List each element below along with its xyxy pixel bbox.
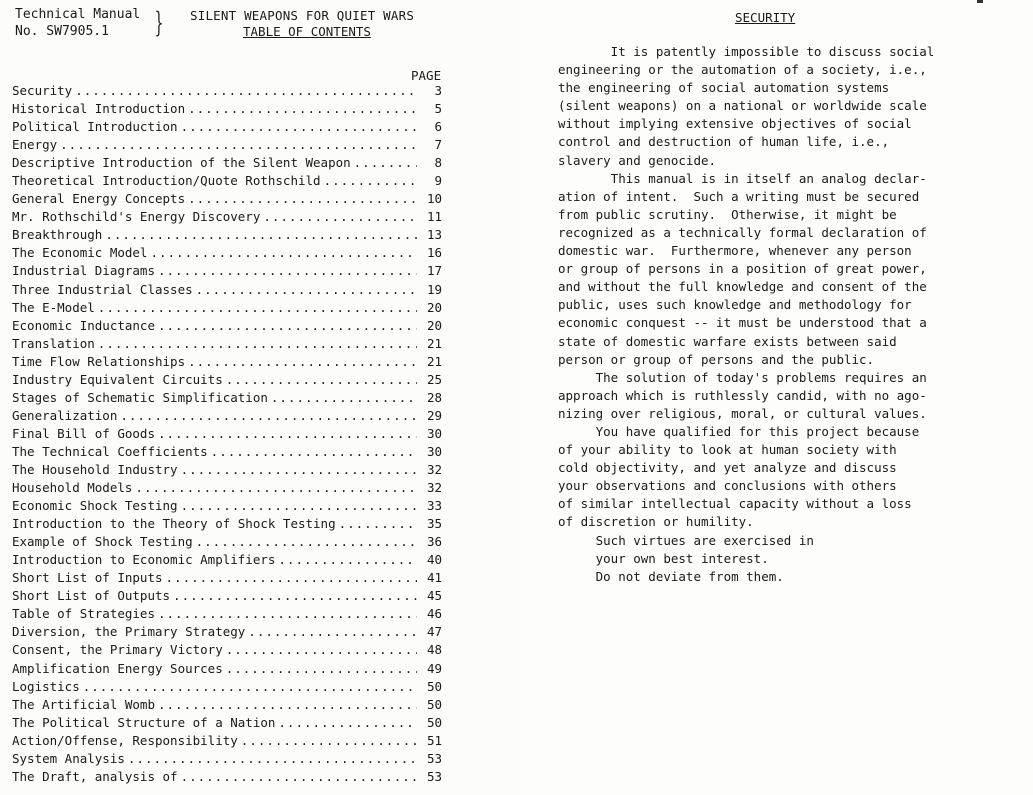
body-line: without implying extensive objectives of social — [558, 116, 912, 132]
body-line: The solution of today's problems requires an — [558, 369, 927, 385]
toc-dot-leader — [226, 661, 417, 676]
body-line: your own best interest. — [558, 550, 769, 566]
toc-entry — [12, 282, 442, 300]
toc-entry-page: 50 — [426, 696, 442, 712]
body-line: approach which is ruthlessly candid, with no ago- — [558, 387, 927, 403]
toc-dot-leader — [158, 426, 417, 441]
toc-dot-leader — [173, 588, 417, 603]
toc-entry-title: Amplification Energy Sources — [12, 660, 223, 676]
toc-entry-page: 21 — [426, 335, 442, 351]
toc-entry-page: 11 — [426, 209, 442, 225]
toc-entry — [12, 119, 442, 137]
toc-entry-page: 19 — [426, 281, 442, 297]
body-line: from public scrutiny. Otherwise, it might be — [558, 206, 897, 222]
toc-entry-title: The Technical Coefficients — [12, 443, 208, 459]
toc-dot-leader — [241, 733, 417, 748]
toc-entry — [12, 534, 442, 552]
toc-entry-title: Generalization — [12, 407, 118, 423]
toc-entry-title: Consent, the Primary Victory — [12, 642, 223, 658]
toc-entry-page: 49 — [426, 660, 442, 676]
body-line: ation of intent. Such a writing must be secured — [558, 188, 920, 204]
toc-entry-title: Translation — [12, 335, 95, 351]
body-line: of similar intellectual capacity without a loss — [558, 496, 912, 512]
toc-dot-leader — [158, 318, 417, 333]
toc-entry-title: The E-Model — [12, 299, 95, 315]
toc-entry-title: Introduction to Economic Amplifiers — [12, 552, 276, 568]
toc-entry-title: The Household Industry — [12, 461, 178, 477]
toc-dot-leader — [98, 336, 417, 351]
toc-dot-leader — [271, 390, 417, 405]
toc-dot-leader — [181, 769, 417, 784]
body-line: Do not deviate from them. — [558, 568, 784, 584]
body-line: domestic war. Furthermore, whenever any person — [558, 243, 912, 259]
body-line: slavery and genocide. — [558, 152, 717, 168]
toc-entry-title: Table of Strategies — [12, 606, 155, 622]
toc-dot-leader — [181, 498, 417, 513]
body-line: This manual is in itself an analog declar- — [558, 170, 927, 186]
toc-entry — [12, 336, 442, 354]
toc-entry — [12, 697, 442, 715]
toc-entry-page: 36 — [426, 534, 442, 550]
toc-entry-title: System Analysis — [12, 750, 125, 766]
toc-entry-page: 30 — [426, 443, 442, 459]
toc-entry-page: 17 — [426, 263, 442, 279]
body-line: nizing over religious, moral, or cultural values. — [558, 405, 927, 421]
body-line: (silent weapons) on a national or worldwide scale — [558, 98, 927, 114]
toc-entry — [12, 552, 442, 570]
toc-entry-title: Political Introduction — [12, 119, 178, 135]
toc-entry — [12, 606, 442, 624]
body-line: and without the full knowledge and consent of the — [558, 279, 927, 295]
toc-entry-page: 51 — [426, 732, 442, 748]
toc-entry — [12, 769, 442, 787]
toc-entry-title: Three Industrial Classes — [12, 281, 193, 297]
toc-dot-leader — [158, 697, 417, 712]
toc-entry — [12, 209, 442, 227]
toc-entry-title: Short List of Inputs — [12, 570, 163, 586]
section-heading: SECURITY — [735, 10, 796, 25]
toc-entry — [12, 300, 442, 318]
page-column-label: PAGE — [411, 68, 442, 83]
toc-dot-leader — [166, 570, 417, 585]
toc-dot-leader — [354, 155, 417, 170]
toc-entry — [12, 263, 442, 281]
toc-entry-page: 9 — [434, 173, 442, 189]
toc-dot-leader — [248, 624, 417, 639]
toc-entry — [12, 245, 442, 263]
body-line: state of domestic warfare exists between said — [558, 333, 897, 349]
toc-dot-leader — [60, 137, 417, 152]
body-line: economic conquest -- it must be understood that a — [558, 315, 927, 331]
toc-entry-title: Descriptive Introduction of the Silent Weapon — [12, 155, 351, 171]
toc-entry-title: Energy — [12, 137, 58, 153]
toc-entry-page: 32 — [426, 461, 442, 477]
toc-entry — [12, 642, 442, 660]
scan-mark — [977, 0, 983, 3]
toc-entry — [12, 715, 442, 733]
toc-entry-page: 50 — [426, 714, 442, 730]
toc-entry — [12, 498, 442, 516]
toc-entry — [12, 588, 442, 606]
manual-line-1: Technical Manual — [15, 7, 141, 22]
toc-entry-title: Time Flow Relationships — [12, 353, 186, 369]
toc-entry-title: Introduction to the Theory of Shock Testing — [12, 516, 336, 532]
toc-entry-title: The Political Structure of a Nation — [12, 714, 276, 730]
toc-dot-leader — [188, 101, 417, 116]
toc-entry — [12, 101, 442, 119]
toc-entry-page: 3 — [434, 83, 442, 98]
toc-dot-leader — [128, 751, 417, 766]
toc-entry-title: Historical Introduction — [12, 101, 186, 117]
toc-dot-leader — [226, 642, 417, 657]
toc-entry-page: 13 — [426, 227, 442, 243]
toc-entry-page: 20 — [426, 299, 442, 315]
toc-entry-page: 7 — [434, 137, 442, 153]
toc-dot-leader — [181, 462, 417, 477]
body-line: Such virtues are exercised in — [558, 532, 814, 548]
toc-entry — [12, 408, 442, 426]
toc-entry — [12, 516, 442, 534]
document-title: SILENT WEAPONS FOR QUIET WARS — [190, 8, 415, 23]
toc-entry — [12, 462, 442, 480]
toc-entry-title: Short List of Outputs — [12, 588, 171, 604]
toc-entry — [12, 227, 442, 245]
toc-dot-leader — [263, 209, 417, 224]
toc-entry-page: 30 — [426, 425, 442, 441]
toc-entry-page: 53 — [426, 750, 442, 766]
toc-entry-title: Economic Shock Testing — [12, 498, 178, 514]
toc-entry-page: 45 — [426, 588, 442, 604]
body-line: cold objectivity, and yet analyze and discuss — [558, 460, 897, 476]
toc-entry — [12, 137, 442, 155]
toc-entry-page: 21 — [426, 353, 442, 369]
toc-dot-leader — [120, 408, 417, 423]
body-line: your observations and conclusions with others — [558, 478, 897, 494]
toc-entry-page: 6 — [434, 119, 442, 135]
toc-entry-page: 16 — [426, 245, 442, 261]
right-page — [520, 0, 1033, 795]
body-line: of your ability to look at human society with — [558, 442, 897, 458]
toc-dot-leader — [196, 282, 417, 297]
toc-entry — [12, 480, 442, 498]
toc-entry-page: 32 — [426, 480, 442, 496]
body-line: the engineering of social automation systems — [558, 80, 890, 96]
body-line: control and destruction of human life, i.e., — [558, 134, 890, 150]
body-line: of discretion or humility. — [558, 514, 754, 530]
toc-entry-title: Theoretical Introduction/Quote Rothschild — [12, 173, 321, 189]
body-line: recognized as a technically formal declaration of — [558, 224, 927, 240]
toc-entry-page: 33 — [426, 498, 442, 514]
toc-entry-title: Logistics — [12, 678, 80, 694]
toc-entry-title: The Economic Model — [12, 245, 148, 261]
toc-entry — [12, 318, 442, 336]
toc-dot-leader — [324, 173, 417, 188]
toc-entry-page: 5 — [434, 101, 442, 117]
toc-entry-page: 47 — [426, 624, 442, 640]
toc-entry-title: Final Bill of Goods — [12, 425, 155, 441]
toc-entry-title: Security — [12, 83, 73, 98]
toc-dot-leader — [150, 245, 417, 260]
toc-entry — [12, 426, 442, 444]
toc-entry-title: Example of Shock Testing — [12, 534, 193, 550]
toc-entry — [12, 661, 442, 679]
toc-entry-title: Industrial Diagrams — [12, 263, 155, 279]
toc-entry-page: 48 — [426, 642, 442, 658]
toc-dot-leader — [339, 516, 417, 531]
body-line: public, uses such knowledge and methodology for — [558, 297, 912, 313]
toc-entry-title: Household Models — [12, 480, 133, 496]
toc-dot-leader — [196, 534, 417, 549]
toc-entry-page: 29 — [426, 407, 442, 423]
toc-dot-leader — [181, 119, 417, 134]
toc-dot-leader — [278, 552, 417, 567]
toc-entry — [12, 354, 442, 372]
body-line: person or group of persons and the public. — [558, 351, 875, 367]
toc-dot-leader — [158, 606, 417, 621]
security-body-text — [558, 43, 1028, 586]
table-of-contents — [12, 83, 442, 787]
toc-dot-leader — [83, 679, 417, 694]
toc-entry-title: The Artificial Womb — [12, 696, 155, 712]
toc-entry — [12, 390, 442, 408]
toc-entry-title: Stages of Schematic Simplification — [12, 389, 268, 405]
body-line: It is patently impossible to discuss social — [558, 44, 935, 59]
toc-dot-leader — [158, 263, 417, 278]
toc-entry-page: 8 — [434, 155, 442, 171]
toc-dot-leader — [105, 227, 417, 242]
toc-dot-leader — [211, 444, 417, 459]
toc-dot-leader — [226, 372, 417, 387]
toc-entry-page: 25 — [426, 371, 442, 387]
toc-dot-leader — [75, 83, 417, 98]
toc-heading: TABLE OF CONTENTS — [243, 24, 371, 39]
body-line: engineering or the automation of a society, i.e., — [558, 62, 927, 78]
toc-entry-page: 40 — [426, 552, 442, 568]
toc-entry-page: 10 — [426, 191, 442, 207]
toc-entry-title: Breakthrough — [12, 227, 103, 243]
toc-dot-leader — [98, 300, 417, 315]
toc-entry-page: 28 — [426, 389, 442, 405]
toc-entry — [12, 733, 442, 751]
toc-dot-leader — [278, 715, 417, 730]
toc-entry — [12, 679, 442, 697]
toc-entry — [12, 444, 442, 462]
brace-mark: } — [154, 6, 164, 39]
toc-entry-page: 41 — [426, 570, 442, 586]
manual-line-2: No. SW7905.1 — [15, 24, 109, 39]
toc-entry-title: Diversion, the Primary Strategy — [12, 624, 246, 640]
toc-entry-title: Industry Equivalent Circuits — [12, 371, 223, 387]
body-line: or group of persons in a position of great power, — [558, 261, 927, 277]
toc-dot-leader — [188, 191, 417, 206]
toc-entry-title: Action/Offense, Responsibility — [12, 732, 238, 748]
toc-entry-title: The Draft, analysis of — [12, 768, 178, 784]
toc-entry-page: 35 — [426, 516, 442, 532]
manual-identifier — [15, 6, 140, 40]
toc-entry — [12, 191, 442, 209]
toc-entry — [12, 624, 442, 642]
toc-entry — [12, 83, 442, 101]
toc-entry-page: 50 — [426, 678, 442, 694]
toc-entry — [12, 570, 442, 588]
toc-entry — [12, 372, 442, 390]
toc-entry-title: General Energy Concepts — [12, 191, 186, 207]
toc-dot-leader — [188, 354, 417, 369]
toc-entry-page: 20 — [426, 317, 442, 333]
toc-entry — [12, 155, 442, 173]
body-line: You have qualified for this project because — [558, 423, 920, 439]
toc-entry — [12, 173, 442, 191]
toc-entry-title: Economic Inductance — [12, 317, 155, 333]
toc-entry — [12, 751, 442, 769]
toc-entry-title: Mr. Rothschild's Energy Discovery — [12, 209, 261, 225]
toc-entry-page: 46 — [426, 606, 442, 622]
toc-dot-leader — [135, 480, 417, 495]
toc-entry-page: 53 — [426, 768, 442, 784]
